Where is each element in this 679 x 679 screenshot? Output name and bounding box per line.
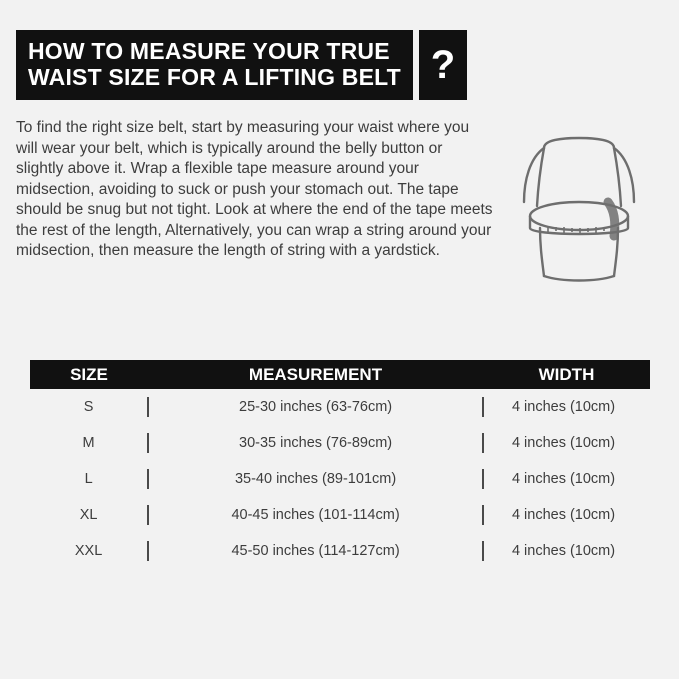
- table-row: [30, 461, 650, 497]
- cell-width: 4 inches (10cm): [511, 435, 616, 451]
- question-mark-icon: ?: [419, 30, 467, 100]
- column-header-size: SIZE: [70, 364, 108, 384]
- cell-size: M: [82, 435, 95, 451]
- column-header-measurement: MEASUREMENT: [248, 364, 383, 384]
- size-table: [30, 360, 650, 569]
- instructions-paragraph: To find the right size belt, start by measuring your waist where you will wear your belt, which is typically around the belly button or slightly above it. Wrap a flexible tape measure around your midsection, avoiding to suck or push your stomach out. The tape should be snug but not tight. Look at where the end of the tape meets the rest of the length, Alternatively, you can wrap a string around your midsection, then measure the length of string with a yardstick.: [16, 119, 493, 259]
- table-header-row: [30, 360, 650, 389]
- cell-width: 4 inches (10cm): [511, 543, 616, 559]
- cell-measurement: 30-35 inches (76-89cm): [147, 433, 484, 453]
- cell-width: 4 inches (10cm): [511, 471, 616, 487]
- torso-with-measuring-tape-illustration: [494, 118, 663, 296]
- header: [16, 0, 663, 100]
- page-title: [16, 30, 413, 100]
- table-row: [30, 533, 650, 569]
- cell-measurement: 35-40 inches (89-101cm): [147, 469, 484, 489]
- table-row: [30, 497, 650, 533]
- table-row: [30, 389, 650, 425]
- cell-measurement: 40-45 inches (101-114cm): [147, 505, 484, 525]
- column-header-width: WIDTH: [538, 364, 595, 384]
- page-title-line-1: HOW TO MEASURE YOUR TRUE: [28, 38, 390, 64]
- cell-width: 4 inches (10cm): [511, 399, 616, 415]
- cell-measurement: 45-50 inches (114-127cm): [147, 541, 484, 561]
- cell-size: XL: [79, 507, 98, 523]
- table-row: [30, 425, 650, 461]
- cell-size: S: [83, 399, 94, 415]
- cell-measurement: 25-30 inches (63-76cm): [147, 397, 484, 417]
- content: [16, 118, 663, 296]
- page-title-line-2: WAIST SIZE FOR A LIFTING BELT: [28, 64, 401, 90]
- cell-size: L: [84, 471, 93, 487]
- cell-width: 4 inches (10cm): [511, 507, 616, 523]
- cell-size: XXL: [74, 543, 103, 559]
